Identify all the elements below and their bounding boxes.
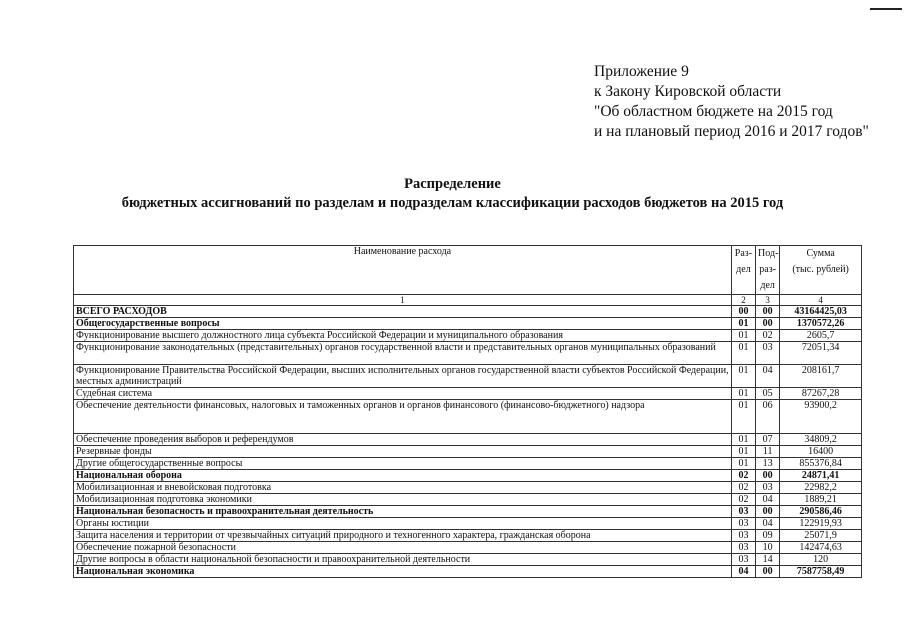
row-sum: 855376,84 [780, 458, 862, 470]
header-sum [780, 246, 862, 295]
table-row [74, 330, 862, 342]
row-subsection: 13 [756, 458, 780, 470]
row-section: 04 [731, 566, 755, 578]
table-row [74, 342, 862, 365]
row-subsection: 06 [756, 400, 780, 434]
row-section: 03 [731, 554, 755, 566]
row-section: 03 [731, 542, 755, 554]
row-section: 01 [731, 434, 755, 446]
header-subsection-line: раз- [759, 264, 776, 275]
row-subsection: 00 [756, 566, 780, 578]
row-subsection: 14 [756, 554, 780, 566]
row-section: 02 [731, 470, 755, 482]
header-name: Наименование расхода [74, 246, 732, 295]
column-number: 3 [756, 295, 780, 306]
row-section: 01 [731, 318, 755, 330]
row-subsection: 00 [756, 506, 780, 518]
row-subsection: 05 [756, 388, 780, 400]
row-subsection: 09 [756, 530, 780, 542]
row-sum: 16400 [780, 446, 862, 458]
header-subsection-line: дел [760, 280, 775, 291]
table-row [74, 434, 862, 446]
row-section: 03 [731, 518, 755, 530]
row-subsection: 04 [756, 518, 780, 530]
row-sum: 1889,21 [780, 494, 862, 506]
row-subsection: 11 [756, 446, 780, 458]
table-row [74, 458, 862, 470]
row-sum: 72051,34 [780, 342, 862, 365]
column-number: 1 [74, 295, 732, 306]
table-row [74, 482, 862, 494]
header-sum-line: (тыс. рублей) [792, 264, 849, 275]
row-subsection: 00 [756, 470, 780, 482]
appendix-note [594, 62, 869, 142]
row-subsection: 00 [756, 306, 780, 318]
row-sum: 22982,2 [780, 482, 862, 494]
row-name: Общегосударственные вопросы [74, 318, 732, 330]
table-row [74, 365, 862, 388]
header-section [731, 246, 755, 295]
row-name: Другие вопросы в области национальной безопасности и правоохранительной деятельности [74, 554, 732, 566]
header-subsection [756, 246, 780, 295]
row-section: 01 [731, 400, 755, 434]
appendix-line: "Об областном бюджете на 2015 год [594, 103, 833, 120]
row-name: Национальная оборона [74, 470, 732, 482]
row-section: 01 [731, 446, 755, 458]
table-row [74, 530, 862, 542]
row-subsection: 03 [756, 342, 780, 365]
row-sum: 208161,7 [780, 365, 862, 388]
row-name: Мобилизационная подготовка экономики [74, 494, 732, 506]
scan-corner-mark [870, 8, 902, 10]
row-section: 01 [731, 365, 755, 388]
row-subsection: 00 [756, 318, 780, 330]
row-name: Резервные фонды [74, 446, 732, 458]
document-subtitle: бюджетных ассигнований по разделам и подразделам классификации расходов бюджетов на 2015 год [121, 195, 784, 211]
row-section: 01 [731, 458, 755, 470]
appendix-line: к Закону Кировской области [594, 83, 782, 100]
table-row [74, 566, 862, 578]
table-body [74, 306, 862, 578]
appendix-line: Приложение 9 [594, 63, 689, 80]
table-row [74, 446, 862, 458]
row-section: 01 [731, 342, 755, 365]
row-sum: 122919,93 [780, 518, 862, 530]
table-row [74, 494, 862, 506]
row-sum: 2605,7 [780, 330, 862, 342]
row-section: 02 [731, 482, 755, 494]
row-sum: 34809,2 [780, 434, 862, 446]
row-sum: 120 [780, 554, 862, 566]
appendix-line: и на плановый период 2016 и 2017 годов" [594, 123, 869, 140]
row-name: Национальная безопасность и правоохранительная деятельность [74, 506, 732, 518]
row-subsection: 10 [756, 542, 780, 554]
row-name: Функционирование законодательных (представительных) органов государственной власти и представительных органов муниципальных образований [74, 342, 732, 365]
row-name: ВСЕГО РАСХОДОВ [74, 306, 732, 318]
row-name: Обеспечение проведения выборов и референдумов [74, 434, 732, 446]
table-row [74, 506, 862, 518]
row-subsection: 02 [756, 330, 780, 342]
header-section-line: Раз- [734, 248, 753, 259]
row-section: 03 [731, 506, 755, 518]
row-name: Функционирование Правительства Российской Федерации, высших исполнительных органов государственной власти субъектов Российской Федерации, местных администраций [74, 365, 732, 388]
column-number: 4 [780, 295, 862, 306]
row-section: 00 [731, 306, 755, 318]
row-name: Обеспечение деятельности финансовых, налоговых и таможенных органов и органов финансового (финансово-бюджетного) надзора [74, 400, 732, 434]
row-subsection: 03 [756, 482, 780, 494]
row-name: Защита населения и территории от чрезвычайных ситуаций природного и техногенного характера, гражданская оборона [74, 530, 732, 542]
column-number: 2 [731, 295, 755, 306]
table-row [74, 470, 862, 482]
row-subsection: 07 [756, 434, 780, 446]
table-row [74, 400, 862, 434]
row-sum: 290586,46 [780, 506, 862, 518]
header-sum-line: Сумма [806, 248, 835, 259]
table-row [74, 306, 862, 318]
table-header-row [74, 246, 862, 295]
row-name: Органы юстиции [74, 518, 732, 530]
row-name: Судебная система [74, 388, 732, 400]
row-sum: 25071,9 [780, 530, 862, 542]
row-sum: 87267,28 [780, 388, 862, 400]
row-sum: 7587758,49 [780, 566, 862, 578]
header-subsection-line: Под- [758, 248, 779, 259]
budget-table [73, 245, 862, 578]
table-row [74, 554, 862, 566]
document-title: Распределение [404, 176, 501, 192]
row-section: 03 [731, 530, 755, 542]
row-section: 02 [731, 494, 755, 506]
row-name: Функционирование высшего должностного лица субъекта Российской Федерации и муниципального образования [74, 330, 732, 342]
table-row [74, 318, 862, 330]
row-name: Другие общегосударственные вопросы [74, 458, 732, 470]
row-section: 01 [731, 330, 755, 342]
table-row [74, 388, 862, 400]
row-subsection: 04 [756, 365, 780, 388]
row-section: 01 [731, 388, 755, 400]
row-sum: 93900,2 [780, 400, 862, 434]
header-section-line: дел [736, 264, 751, 275]
column-number-row [74, 295, 862, 306]
row-name: Национальная экономика [74, 566, 732, 578]
table-row [74, 518, 862, 530]
row-subsection: 04 [756, 494, 780, 506]
row-name: Обеспечение пожарной безопасности [74, 542, 732, 554]
table-row [74, 542, 862, 554]
row-sum: 142474,63 [780, 542, 862, 554]
row-name: Мобилизационная и вневойсковая подготовка [74, 482, 732, 494]
row-sum: 24871,41 [780, 470, 862, 482]
row-sum: 43164425,03 [780, 306, 862, 318]
row-sum: 1370572,26 [780, 318, 862, 330]
